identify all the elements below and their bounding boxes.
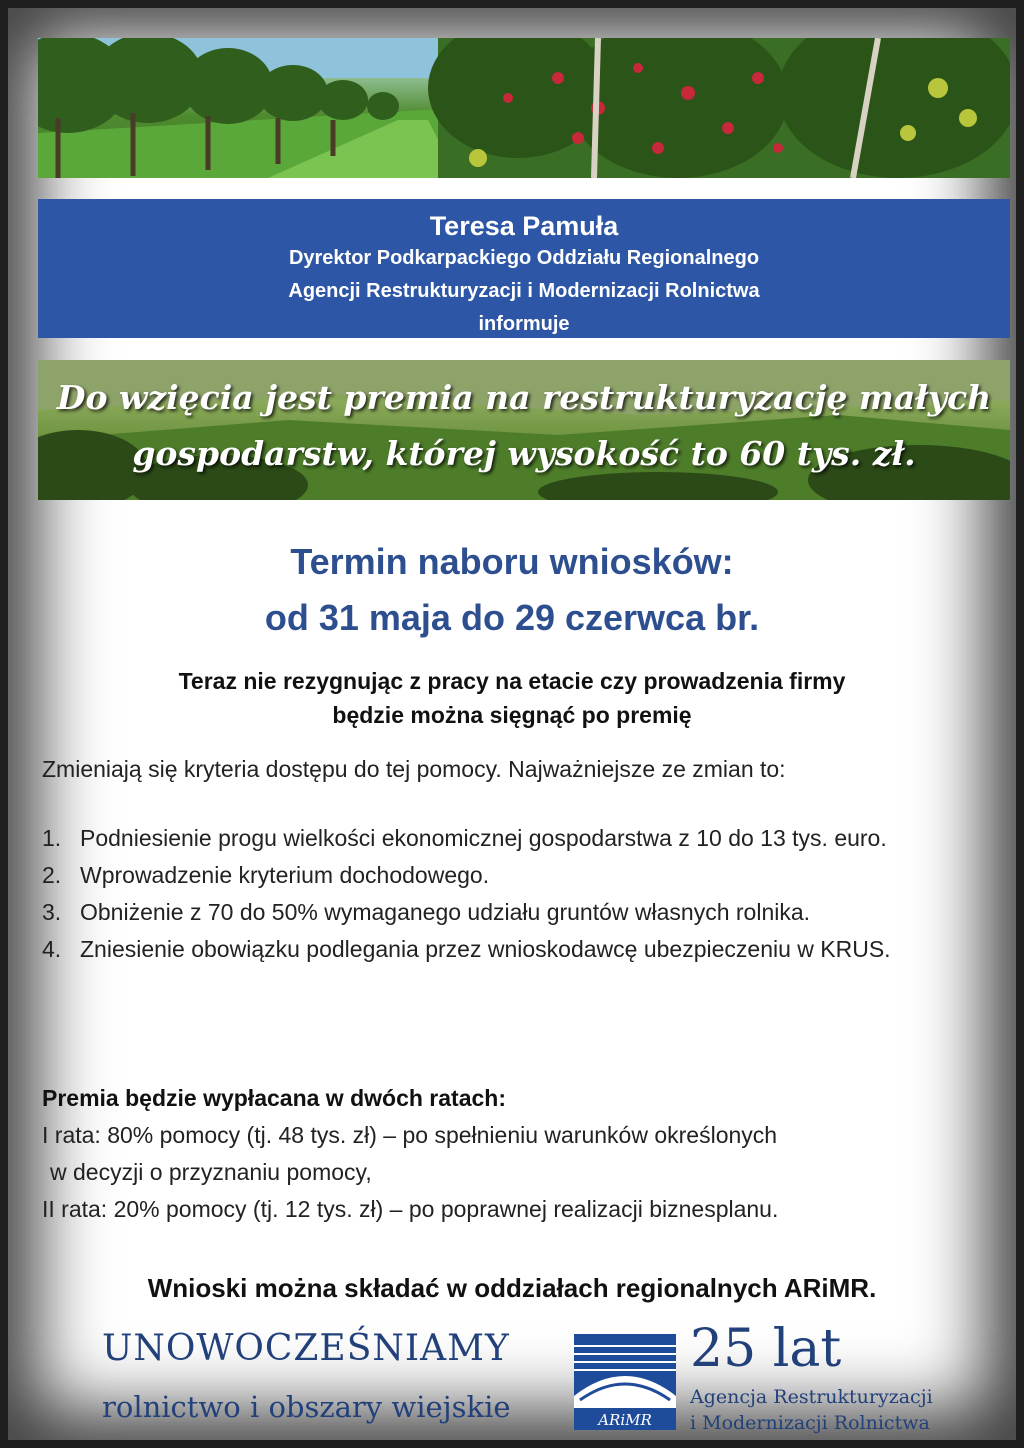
call-to-action: Wnioski można składać w oddziałach regionalnych ARiMR.	[147, 1273, 877, 1303]
headline-line-2: gospodarstw, której wysokość to 60 tys. zł.	[132, 434, 916, 473]
second-installment: II rata: 20% pomocy (tj. 12 tys. zł) – po poprawnej realizacji biznesplanu.	[42, 1196, 779, 1222]
headline-line-1: Do wzięcia jest premia na restrukturyzację małych	[56, 378, 992, 417]
director-info-box	[38, 199, 1010, 338]
list-text: Zniesienie obowiązku podlegania przez wnioskodawcę ubezpieczeniu w KRUS.	[80, 936, 891, 962]
logo-label: ARiMR	[598, 1411, 652, 1429]
orchard-illustration	[38, 38, 1010, 178]
agency-line-1: Agencja Restrukturyzacji	[690, 1386, 933, 1408]
orchard-photo	[38, 38, 1010, 178]
arimr-logo	[574, 1334, 676, 1430]
subheading-line-2: będzie można sięgnąć po premię	[332, 702, 692, 728]
headline-text	[38, 370, 1010, 482]
arimr-logo-icon	[574, 1334, 676, 1430]
first-installment: I rata: 80% pomocy (tj. 48 tys. zł) – po spełnieniu warunków określonych	[42, 1122, 778, 1148]
payment-info	[42, 1080, 992, 1228]
headline-banner	[38, 360, 1010, 500]
informs-label: informuje	[478, 313, 570, 335]
subheading	[0, 664, 1024, 732]
list-number: 4.	[42, 936, 62, 962]
agency-name: Agencji Restrukturyzacji i Modernizacji Rolnictwa	[288, 280, 760, 302]
deadline-dates: od 31 maja do 29 czerwca br.	[264, 597, 760, 638]
list-text: Podniesienie progu wielkości ekonomicznej gospodarstwa z 10 do 13 tys. euro.	[80, 825, 887, 851]
poster	[8, 8, 1016, 1440]
director-title: Dyrektor Podkarpackiego Oddziału Regionalnego	[288, 247, 760, 269]
payment-title: Premia będzie wypłacana w dwóch ratach:	[42, 1085, 506, 1111]
list-item	[42, 820, 992, 857]
agency-footer-name	[690, 1384, 933, 1436]
list-number: 1.	[42, 825, 62, 851]
deadline-title: Termin naboru wniosków:	[290, 541, 734, 582]
list-number: 2.	[42, 862, 62, 888]
first-installment-cont: w decyzji o przyznaniu pomocy,	[50, 1159, 372, 1185]
list-text: Wprowadzenie kryterium dochodowego.	[80, 862, 490, 888]
list-number: 3.	[42, 899, 62, 925]
list-text: Obniżenie z 70 do 50% wymaganego udziału gruntów własnych rolnika.	[80, 899, 811, 925]
slogan-line-2: rolnictwo i obszary wiejskie	[102, 1390, 511, 1424]
list-item	[42, 857, 992, 894]
list-item	[42, 894, 992, 931]
slogan-line-1: UNOWOCZEŚNIAMY	[102, 1328, 510, 1369]
intro-text: Zmieniają się kryteria dostępu do tej pomocy. Najważniejsze ze zmian to:	[42, 756, 786, 782]
anniversary-label: 25 lat	[690, 1319, 842, 1379]
agency-line-2: i Modernizacji Rolnictwa	[690, 1412, 930, 1434]
list-item	[42, 931, 992, 968]
changes-list	[42, 820, 992, 968]
subheading-line-1: Teraz nie rezygnując z pracy na etacie czy prowadzenia firmy	[178, 668, 846, 694]
director-name: Teresa Pamuła	[429, 211, 619, 241]
application-deadline	[0, 534, 1024, 646]
